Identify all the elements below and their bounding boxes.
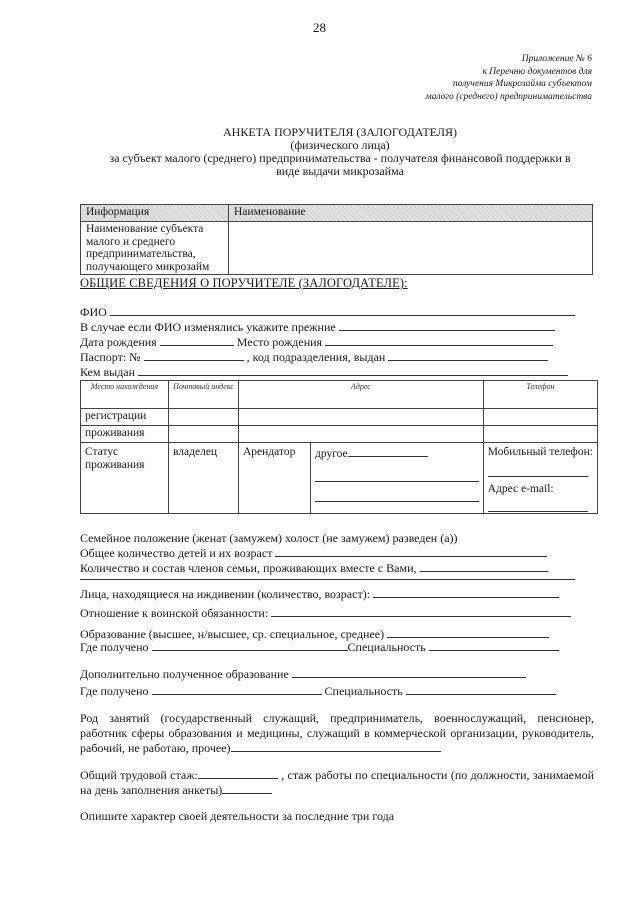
passport-row — [80, 350, 548, 365]
residence-address-cell[interactable] — [239, 426, 484, 443]
status-owner-cell[interactable] — [169, 443, 239, 514]
status-other-cell[interactable] — [311, 443, 484, 514]
where-obtained-label: Где получено — [80, 640, 149, 654]
birth-place-field[interactable] — [325, 335, 553, 346]
specialty-field[interactable] — [429, 640, 559, 651]
marital-label: Семейное положение (женат (замужем) холост (не замужем) разведен (а)) — [80, 531, 458, 545]
family-row — [80, 561, 548, 576]
prev-fio-label: В случае если ФИО изменялись укажите прежние — [80, 320, 336, 334]
occupation-field[interactable] — [231, 741, 441, 752]
specialty2-label: Специальность — [324, 684, 403, 698]
birth-date-label: Дата рождения — [80, 335, 157, 349]
mobile-label: Мобильный телефон: — [487, 446, 593, 458]
registration-address-cell[interactable] — [239, 409, 484, 426]
title-line: виде выдачи микрозайма — [276, 164, 404, 178]
contact-cell — [483, 443, 597, 514]
info-table-header-info: Информация — [81, 205, 229, 222]
education-field[interactable] — [387, 627, 549, 638]
owner-label: владелец — [173, 446, 218, 458]
other-label: другое — [315, 448, 348, 460]
passport-label: Паспорт: № — [80, 350, 141, 364]
specialty-label: Специальность — [347, 640, 426, 654]
address-table — [80, 380, 598, 514]
fio-field[interactable] — [110, 305, 575, 316]
birth-place-label: Место рождения — [236, 335, 323, 349]
family-label: Количество и состав членов семьи, проживающих вместе с Вами, — [80, 561, 417, 575]
issued-by-label: Кем выдан — [80, 365, 136, 379]
occupation-label: Род занятий (государственный служащий, предприниматель, военнослужащий, пенсионер, работник сферы образования и медицины, служащий в коммерческой организации, руководитель, рабочий, не работаю, прочее) — [80, 711, 594, 755]
dependents-label: Лица, находящиеся на иждивении (количество, возраст): — [80, 587, 371, 601]
experience-specialty-label: , стаж работы по специальности (по должности, занимаемой на день заполнения анкеты) — [80, 768, 594, 797]
birth-row — [80, 335, 553, 350]
marital-row — [80, 531, 458, 546]
issued-by-row — [80, 365, 568, 380]
experience-para — [80, 768, 594, 798]
experience-specialty-field[interactable] — [222, 783, 272, 794]
dept-code-label: , код подразделения, выдан — [246, 350, 386, 364]
registration-postal-cell[interactable] — [169, 409, 239, 426]
section-title: ОБЩИЕ СВЕДЕНИЯ О ПОРУЧИТЕЛЕ (ЗАЛОГОДАТЕЛЕ): — [80, 276, 408, 290]
prev-fio-field[interactable] — [339, 320, 555, 331]
info-table — [80, 204, 593, 275]
experience-field[interactable] — [198, 768, 278, 779]
occupation-para — [80, 711, 594, 756]
title-line: (физического лица) — [290, 138, 390, 152]
additional-edu-label: Дополнительно полученное образование — [80, 667, 289, 681]
header-address: Адрес — [239, 381, 484, 409]
dept-code-field[interactable] — [388, 350, 548, 361]
residence-postal-cell[interactable] — [169, 426, 239, 443]
email-field[interactable] — [488, 500, 588, 512]
children-field[interactable] — [275, 546, 547, 557]
military-label: Отношение к воинской обязанности: — [80, 606, 269, 620]
row-registration-label: регистрации — [81, 409, 169, 426]
prev-fio-row — [80, 320, 555, 335]
where-obtained-field[interactable] — [152, 640, 348, 651]
appendix-line: к Перечню документов для — [482, 66, 592, 77]
children-label: Общее количество детей и их возраст — [80, 546, 273, 560]
additional-edu-row — [80, 667, 526, 682]
where-obtained2-field[interactable] — [152, 684, 322, 695]
page-number: 28 — [313, 20, 326, 35]
where-obtained2-row — [80, 684, 556, 699]
appendix-line: получения Микрозайма субъектом — [452, 79, 592, 89]
status-tenant-cell[interactable] — [239, 443, 311, 514]
children-row — [80, 546, 547, 561]
other-extra-line[interactable] — [315, 490, 479, 502]
header-phone: Телефон — [483, 381, 597, 409]
where-obtained2-label: Где получено — [80, 684, 149, 698]
info-table-name-cell[interactable] — [229, 222, 593, 275]
tenant-label: Арендатор — [243, 446, 296, 458]
passport-number-field[interactable] — [144, 350, 244, 361]
family-field[interactable] — [420, 561, 548, 572]
dependents-field[interactable] — [373, 587, 559, 598]
title-line: за субъект малого (среднего) предпринимательства - получателя финансовой поддержки в — [109, 151, 571, 165]
additional-edu-field[interactable] — [292, 667, 526, 678]
residence-phone-cell[interactable] — [483, 426, 597, 443]
issued-by-field[interactable] — [138, 365, 568, 376]
education-label: Образование (высшее, н/высшее, ср. специальное, среднее) — [80, 627, 385, 641]
header-place: Место нахождения — [81, 381, 169, 409]
describe-row — [80, 809, 394, 824]
describe-label: Опишите характер своей деятельности за последние три года — [80, 809, 395, 823]
specialty2-field[interactable] — [406, 684, 556, 695]
other-extra-line[interactable] — [315, 470, 479, 482]
military-field[interactable] — [271, 606, 571, 617]
info-table-row-label: Наименование субъекта малого и среднего предпринимательства, получающего микрозайм — [81, 222, 229, 275]
registration-phone-cell[interactable] — [483, 409, 597, 426]
appendix-line: малого (среднего) предпринимательства — [425, 91, 592, 102]
mobile-field[interactable] — [488, 465, 588, 477]
info-table-header-name: Наименование — [229, 205, 593, 222]
fio-row — [80, 305, 575, 320]
other-field[interactable] — [348, 446, 428, 457]
experience-label: Общий трудовой стаж: — [80, 768, 198, 782]
header-postal: Почтовый индекс — [169, 381, 239, 409]
birth-date-field[interactable] — [160, 335, 234, 346]
title-line: АНКЕТА ПОРУЧИТЕЛЯ (ЗАЛОГОДАТЕЛЯ) — [223, 125, 457, 139]
email-label: Адрес e-mail: — [487, 483, 554, 495]
fio-label: ФИО — [80, 305, 107, 319]
row-residence-label: проживания — [81, 426, 169, 443]
appendix-note — [332, 53, 592, 103]
military-row — [80, 606, 571, 621]
status-label: Статус проживания — [81, 443, 169, 514]
form-title — [60, 126, 620, 178]
where-obtained-row — [80, 640, 559, 655]
family-extra-line[interactable] — [80, 579, 575, 580]
appendix-line: Приложение № 6 — [521, 54, 592, 64]
dependents-row — [80, 587, 559, 602]
other-row — [315, 448, 428, 460]
